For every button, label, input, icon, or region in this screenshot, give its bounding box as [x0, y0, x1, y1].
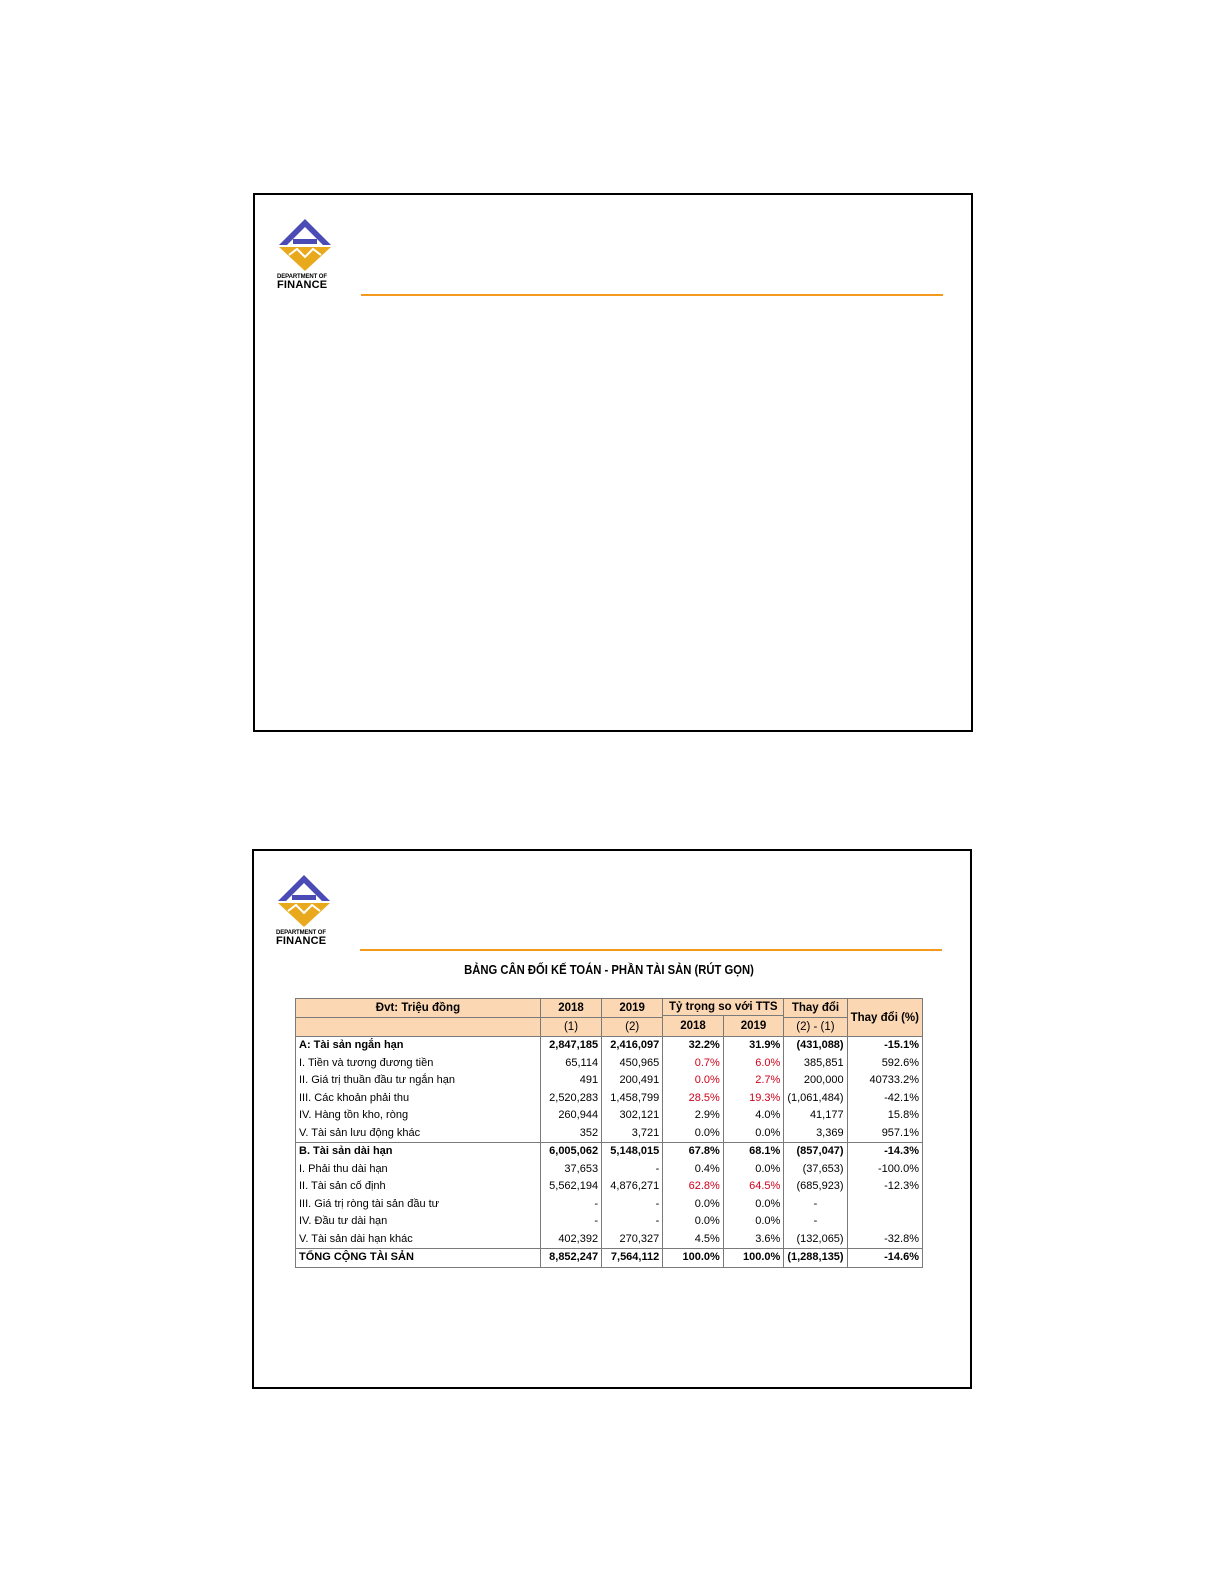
cell-ratio-2019: 31.9% [723, 1037, 784, 1055]
cell-change: (857,047) [784, 1143, 847, 1161]
row-label: V. Tài sản lưu động khác [296, 1125, 541, 1143]
cell-ratio-2018: 0.0% [663, 1125, 724, 1143]
cell-2019: 5,148,015 [602, 1143, 663, 1161]
table-row [296, 1125, 923, 1143]
cell-2019: 200,491 [602, 1072, 663, 1090]
cell-2019: 270,327 [602, 1231, 663, 1249]
table-row [296, 1178, 923, 1196]
logo-text-finance: FINANCE [276, 935, 327, 947]
table-row [296, 1090, 923, 1108]
header-ratio-2018: 2018 [663, 1016, 724, 1037]
cell-change-pct: 592.6% [847, 1055, 922, 1073]
cell-change-pct: 957.1% [847, 1125, 922, 1143]
logo-text-finance: FINANCE [277, 279, 328, 291]
cell-2019: 7,564,112 [602, 1249, 663, 1268]
cell-change-pct: -32.8% [847, 1231, 922, 1249]
cell-ratio-2018: 0.7% [663, 1055, 724, 1073]
cell-change-pct: -12.3% [847, 1178, 922, 1196]
balance-sheet-table [295, 998, 923, 1268]
cell-change: 41,177 [784, 1107, 847, 1125]
cell-2018: 402,392 [540, 1231, 601, 1249]
header-index-1: (1) [540, 1018, 601, 1037]
table-title: BẢNG CÂN ĐỐI KẾ TOÁN - PHẦN TÀI SẢN (RÚT GỌN) [464, 963, 754, 977]
cell-change: - [784, 1213, 847, 1231]
cell-2018: 260,944 [540, 1107, 601, 1125]
header-ratio-group: Tỷ trọng so với TTS [663, 999, 784, 1016]
header-2018: 2018 [540, 999, 601, 1018]
row-label: IV. Hàng tồn kho, ròng [296, 1107, 541, 1125]
cell-2019: - [602, 1196, 663, 1214]
department-of-finance-logo [277, 217, 341, 291]
logo-mark-icon [277, 217, 333, 271]
header-blank [296, 1018, 541, 1037]
cell-2018: 8,852,247 [540, 1249, 601, 1268]
cell-change: - [784, 1196, 847, 1214]
cell-ratio-2018: 100.0% [663, 1249, 724, 1268]
cell-ratio-2019: 0.0% [723, 1125, 784, 1143]
cell-2019: 2,416,097 [602, 1037, 663, 1055]
table-row [296, 1231, 923, 1249]
cell-ratio-2018: 0.0% [663, 1072, 724, 1090]
row-label: TỔNG CỘNG TÀI SẢN [296, 1249, 541, 1268]
cell-2019: 3,721 [602, 1125, 663, 1143]
cell-change-pct [847, 1196, 922, 1214]
cell-ratio-2019: 100.0% [723, 1249, 784, 1268]
balance-sheet-image [288, 955, 930, 1317]
table-row [296, 1213, 923, 1231]
cell-ratio-2018: 0.0% [663, 1213, 724, 1231]
row-label: I. Phải thu dài hạn [296, 1161, 541, 1179]
table-row [296, 1161, 923, 1179]
row-label: III. Các khoản phải thu [296, 1090, 541, 1108]
cell-change-pct: -14.3% [847, 1143, 922, 1161]
logo-text-department: DEPARTMENT OF [277, 274, 327, 280]
row-label: II. Tài sản cố định [296, 1178, 541, 1196]
cell-2018: 2,847,185 [540, 1037, 601, 1055]
table-row [296, 1072, 923, 1090]
header-change: Thay đổi [784, 999, 847, 1018]
cell-2018: 491 [540, 1072, 601, 1090]
cell-ratio-2018: 28.5% [663, 1090, 724, 1108]
cell-2019: - [602, 1213, 663, 1231]
header-unit: Đvt: Triệu đồng [296, 999, 541, 1018]
row-label: III. Giá trị ròng tài sản đầu tư [296, 1196, 541, 1214]
cell-ratio-2019: 64.5% [723, 1178, 784, 1196]
cell-ratio-2018: 62.8% [663, 1178, 724, 1196]
header-rule [360, 949, 942, 951]
cell-ratio-2018: 32.2% [663, 1037, 724, 1055]
cell-ratio-2018: 2.9% [663, 1107, 724, 1125]
cell-change: 200,000 [784, 1072, 847, 1090]
cell-2018: 6,005,062 [540, 1143, 601, 1161]
cell-ratio-2018: 0.0% [663, 1196, 724, 1214]
cell-2019: 1,458,799 [602, 1090, 663, 1108]
cell-2018: - [540, 1196, 601, 1214]
cell-change-pct: -15.1% [847, 1037, 922, 1055]
logo-mark-icon [276, 873, 332, 927]
cell-change: (132,065) [784, 1231, 847, 1249]
cell-change: 3,369 [784, 1125, 847, 1143]
cell-2018: 352 [540, 1125, 601, 1143]
row-label: I. Tiền và tương đương tiền [296, 1055, 541, 1073]
cell-change-pct: 15.8% [847, 1107, 922, 1125]
cell-change: (685,923) [784, 1178, 847, 1196]
table-row [296, 1143, 923, 1161]
cell-change-pct: -14.6% [847, 1249, 922, 1268]
cell-ratio-2019: 0.0% [723, 1161, 784, 1179]
cell-2018: 37,653 [540, 1161, 601, 1179]
cell-ratio-2019: 68.1% [723, 1143, 784, 1161]
cell-ratio-2018: 0.4% [663, 1161, 724, 1179]
header-rule [361, 294, 943, 296]
table-row [296, 1196, 923, 1214]
cell-2019: - [602, 1161, 663, 1179]
header-ratio-2019: 2019 [723, 1016, 784, 1037]
cell-change: (431,088) [784, 1037, 847, 1055]
header-index-2: (2) [602, 1018, 663, 1037]
cell-2018: 2,520,283 [540, 1090, 601, 1108]
cell-change: 385,851 [784, 1055, 847, 1073]
logo-text-department: DEPARTMENT OF [276, 930, 326, 936]
table-row-total [296, 1249, 923, 1268]
row-label: V. Tài sản dài hạn khác [296, 1231, 541, 1249]
cell-ratio-2019: 2.7% [723, 1072, 784, 1090]
row-label: A: Tài sản ngắn hạn [296, 1037, 541, 1055]
table-row [296, 1055, 923, 1073]
cell-ratio-2019: 0.0% [723, 1213, 784, 1231]
cell-change-pct [847, 1213, 922, 1231]
table-row [296, 1107, 923, 1125]
cell-ratio-2018: 4.5% [663, 1231, 724, 1249]
header-2019: 2019 [602, 999, 663, 1018]
slide-2 [252, 849, 972, 1389]
cell-ratio-2019: 0.0% [723, 1196, 784, 1214]
cell-change-pct: -42.1% [847, 1090, 922, 1108]
cell-change: (37,653) [784, 1161, 847, 1179]
department-of-finance-logo [276, 873, 340, 947]
cell-2018: 5,562,194 [540, 1178, 601, 1196]
cell-ratio-2019: 6.0% [723, 1055, 784, 1073]
cell-ratio-2019: 3.6% [723, 1231, 784, 1249]
cell-2019: 4,876,271 [602, 1178, 663, 1196]
slide-1 [253, 193, 973, 732]
cell-2019: 302,121 [602, 1107, 663, 1125]
row-label: II. Giá trị thuần đầu tư ngắn hạn [296, 1072, 541, 1090]
cell-change-pct: -100.0% [847, 1161, 922, 1179]
cell-2018: - [540, 1213, 601, 1231]
cell-change: (1,061,484) [784, 1090, 847, 1108]
row-label: IV. Đầu tư dài hạn [296, 1213, 541, 1231]
header-index-diff: (2) - (1) [784, 1018, 847, 1037]
cell-ratio-2019: 19.3% [723, 1090, 784, 1108]
cell-change: (1,288,135) [784, 1249, 847, 1268]
cell-2018: 65,114 [540, 1055, 601, 1073]
cell-ratio-2019: 4.0% [723, 1107, 784, 1125]
table-row [296, 1037, 923, 1055]
cell-change-pct: 40733.2% [847, 1072, 922, 1090]
cell-2019: 450,965 [602, 1055, 663, 1073]
row-label: B. Tài sản dài hạn [296, 1143, 541, 1161]
header-change-pct: Thay đổi (%) [847, 999, 922, 1037]
cell-ratio-2018: 67.8% [663, 1143, 724, 1161]
